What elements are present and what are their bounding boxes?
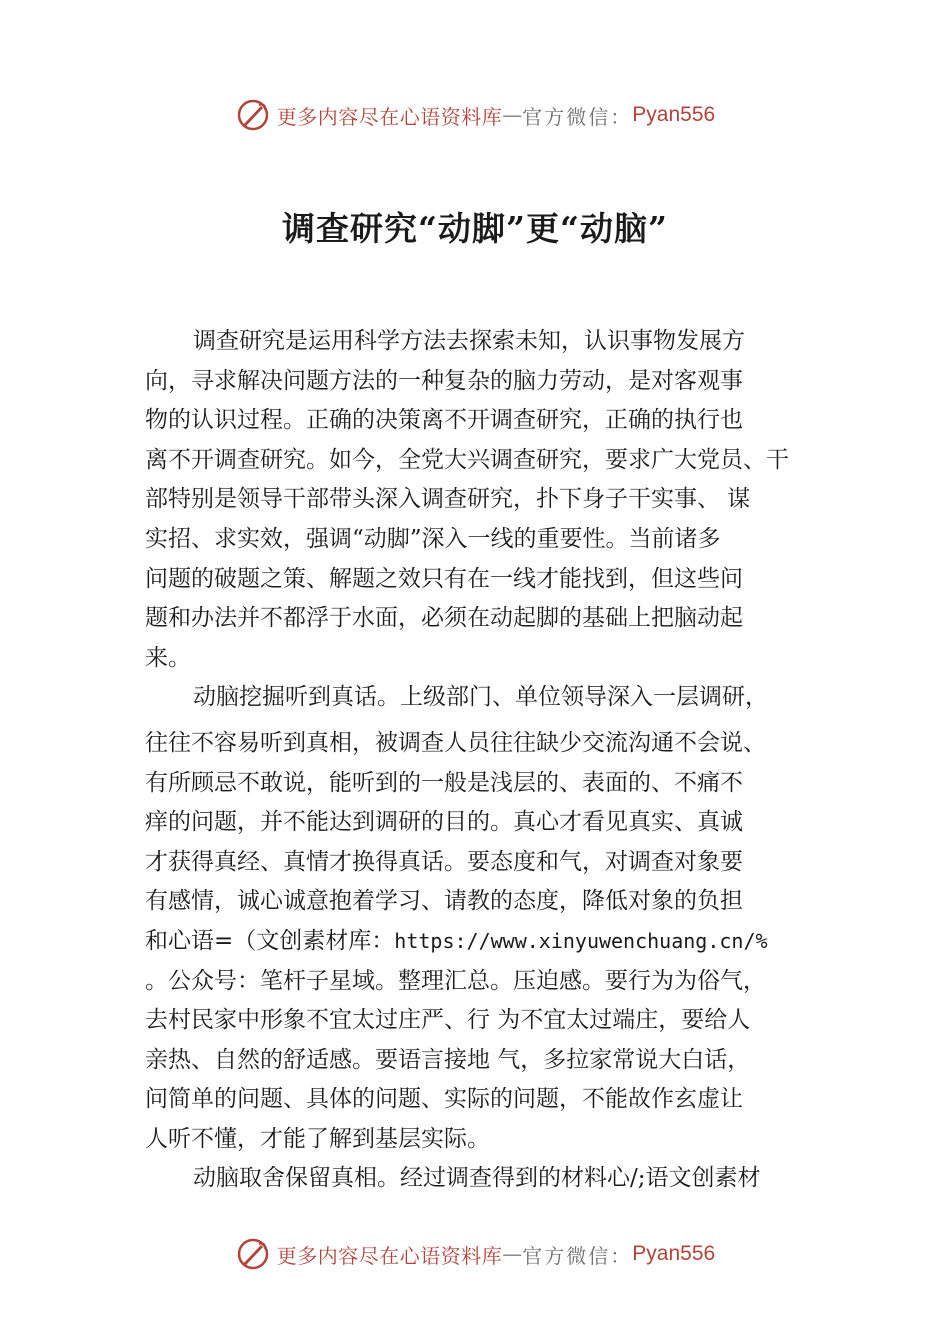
text-line: 有所顾忌不敢说，能听到的一般是浅层的、表面的、不痛不 (145, 769, 743, 796)
banner-text: 更多内容尽在心语资料库 (276, 1243, 503, 1268)
banner-wechat-id: Pyan556 (632, 1242, 716, 1265)
quill-logo-icon (235, 1236, 271, 1272)
document-body (145, 322, 845, 1199)
text-line: 才获得真经、真情才换得真话。要态度和气，对调查对象要 (145, 848, 743, 875)
text-line: 动脑挖掘听到真话。上级部门、单位领导深入一层调研， (193, 684, 768, 711)
text-line-with-url (145, 922, 845, 962)
banner-wechat-label: 官方微信： (522, 104, 633, 129)
text-line: 来。 (145, 644, 191, 671)
text-line: 实招、求实效，强调“动脚”深入一线的重要性。当前诸多 (145, 525, 721, 552)
banner-text: 更多内容尽在心语资料库 (276, 104, 503, 129)
text-line: 向，寻求解决问题方法的一种复杂的脑力劳动，是对客观事 (145, 367, 743, 394)
text-line: 痒的问题，并不能达到调研的目的。真心才看见真实、真诚 (145, 809, 743, 836)
text-line: 动脑取舍保留真相。经过调查得到的材料心/;语文创素材 (193, 1165, 761, 1192)
banner-separator: — (502, 1242, 523, 1266)
document-title: 调查研究“动脚”更“动脑” (282, 209, 668, 248)
text-line: 有感情，诚心诚意抱着学习、请教的态度，降低对象的负担 (145, 888, 743, 915)
text-line: 物的认识过程。正确的决策离不开调查研究，正确的执行也 (145, 407, 743, 434)
text-line: 问简单的问题、具体的问题、实际的问题，不能故作玄虚让 (145, 1086, 743, 1113)
quill-logo-icon (235, 97, 271, 133)
text-line: 部特别是领导干部带头深入调查研究，扑下身子干实事、 谋 (145, 486, 751, 513)
url-text: https://www.xinyuwenchuang.cn/% (394, 928, 768, 953)
text-line: 。公众号：笔杆子星域。整理汇总。压迫感。要行为为俗气， (145, 967, 766, 994)
text-line: 亲热、自然的舒适感。要语言接地 气，多拉家常说大白话， (145, 1046, 751, 1073)
text-line: 人听不懂，才能了解到基层实际。 (145, 1125, 490, 1152)
text-line: 问题的破题之策、解题之效只有在一线才能找到，但这些问 (145, 565, 743, 592)
text-segment: 和心语=（文创素材库： (145, 927, 395, 954)
text-line: 题和办法并不都浮于水面，必须在动起脚的基础上把脑动起 (145, 605, 743, 632)
banner-separator: — (502, 103, 523, 127)
text-line: 去村民家中形象不宜太过庄严、行 为不宜太过端庄，要给人 (145, 1007, 751, 1034)
banner-wechat-id: Pyan556 (632, 103, 716, 126)
header-banner (0, 95, 950, 135)
text-line: 离不开调查研究。如今，全党大兴调查研究，要求广大党员、干 (145, 446, 789, 473)
footer-banner (0, 1234, 950, 1274)
banner-wechat-label: 官方微信： (522, 1243, 633, 1268)
text-line: 往往不容易听到真相，被调查人员往往缺少交流沟通不会说、 (145, 729, 766, 756)
text-line: 调查研究是运用科学方法去探索未知，认识事物发展方 (193, 328, 745, 354)
